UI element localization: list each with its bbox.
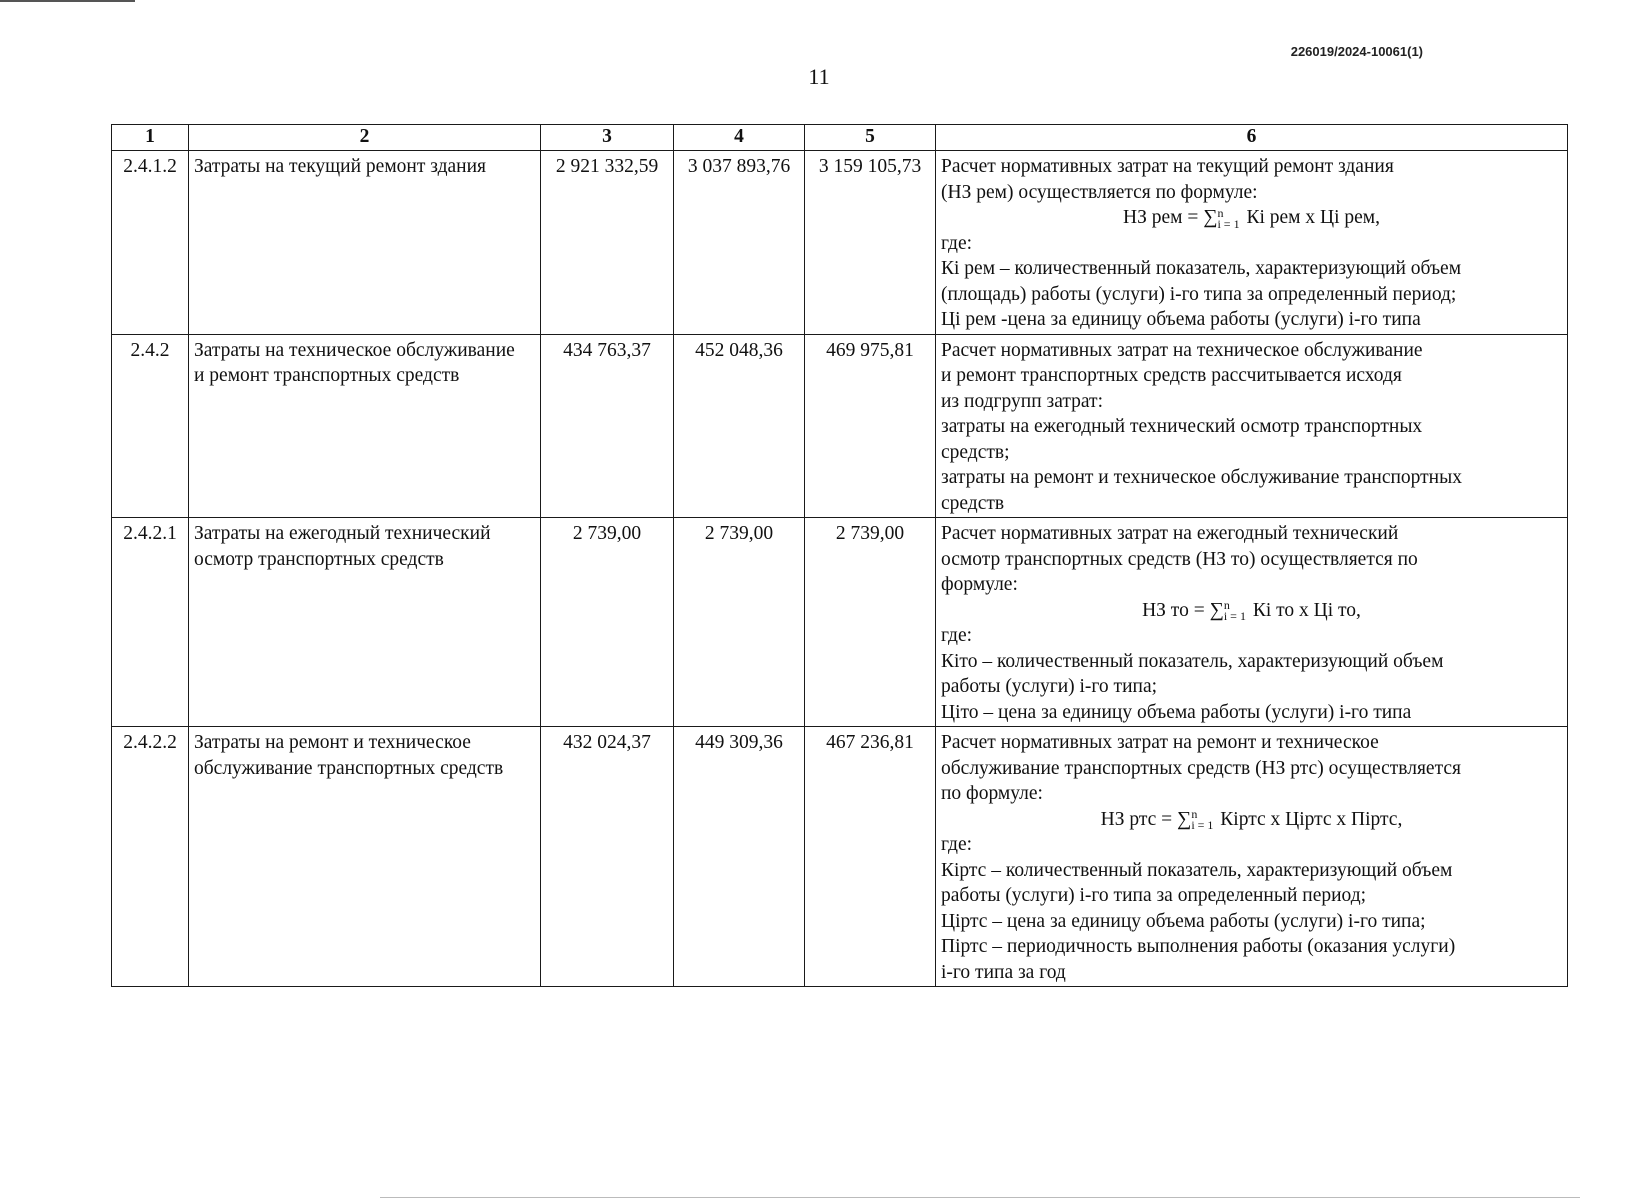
formula-lhs: НЗ рем = [1122, 207, 1204, 228]
description-line: Ціртс – цена за единицу объема работы (услуги) і-го типа; [941, 910, 1426, 932]
description-line: Ці рем -цена за единицу объема работы (услуги) і-го типа [941, 309, 1421, 330]
document-id: 226019/2024-10061(1) [1290, 44, 1423, 59]
value-col4: 452 048,36 [674, 334, 805, 518]
row-description [936, 518, 1568, 727]
column-header: 6 [936, 125, 1568, 151]
description-line: из подгрупп затрат: [941, 390, 1103, 412]
formula-rhs: Кіртс х Ціртс х Піртс, [1215, 808, 1403, 830]
sum-upper: n [1217, 205, 1224, 220]
row-code: 2.4.2.1 [112, 518, 189, 727]
formula-lhs: НЗ то = [1142, 599, 1210, 621]
description-line: затраты на ремонт и техническое обслуживание транспортных [941, 467, 1462, 488]
row-code: 2.4.2 [112, 334, 189, 518]
sum-limits [1191, 809, 1213, 831]
description-line: і-го типа за год [941, 961, 1066, 983]
sum-upper: n [1223, 598, 1230, 613]
table-header-row [112, 125, 1568, 151]
description-line: по формуле: [941, 783, 1043, 804]
row-name [189, 334, 541, 518]
value-col5: 467 236,81 [805, 727, 936, 987]
row-name [189, 151, 541, 335]
description-line: где: [941, 232, 973, 254]
description-line: (НЗ рем) осуществляется по формуле: [941, 181, 1258, 203]
sum-upper: n [1191, 807, 1198, 822]
description-line: Расчет нормативных затрат на ремонт и техническое [941, 732, 1379, 753]
formula-rhs: Кі рем х Ці рем, [1241, 207, 1380, 228]
description-line: (площадь) работы (услуги) і-го типа за определенный период; [941, 283, 1457, 305]
description-line: работы (услуги) і-го типа; [941, 676, 1158, 697]
sum-lower: i = 1 [1217, 216, 1240, 231]
description-line: Кіто – количественный показатель, характеризующий объем [941, 650, 1444, 672]
row-code: 2.4.1.2 [112, 151, 189, 335]
value-col3: 2 739,00 [541, 518, 674, 727]
row-name-line: Затраты на техническое обслуживание [194, 339, 515, 361]
description-line: Расчет нормативных затрат на текущий ремонт здания [941, 156, 1394, 177]
description-line: Піртс – периодичность выполнения работы (оказания услуги) [941, 936, 1456, 957]
page-number: 11 [808, 64, 830, 89]
table-row [112, 151, 1568, 335]
sum-symbol: ∑ [1177, 807, 1192, 830]
row-name-line: Затраты на текущий ремонт здания [194, 156, 487, 177]
sum-lower: i = 1 [1223, 609, 1246, 624]
value-col4: 2 739,00 [674, 518, 805, 727]
column-header: 3 [541, 125, 674, 151]
column-header: 4 [674, 125, 805, 151]
description-line: осмотр транспортных средств (НЗ то) осуществляется по [941, 548, 1418, 570]
value-col5: 469 975,81 [805, 334, 936, 518]
formula [941, 205, 1562, 231]
column-header: 1 [112, 125, 189, 151]
description-line: Кі рем – количественный показатель, характеризующий объем [941, 258, 1462, 279]
scan-artifact-line [0, 0, 135, 2]
sum-symbol: ∑ [1209, 598, 1224, 621]
value-col3: 2 921 332,59 [541, 151, 674, 335]
row-name [189, 518, 541, 727]
description-line: работы (услуги) і-го типа за определенный период; [941, 885, 1367, 906]
value-col3: 432 024,37 [541, 727, 674, 987]
row-name-line: осмотр транспортных средств [194, 548, 444, 570]
description-line: Расчет нормативных затрат на ежегодный технический [941, 523, 1399, 544]
description-line: Кіртс – количественный показатель, характеризующий объем [941, 859, 1453, 881]
sum-limits [1217, 205, 1240, 231]
row-name-line: Затраты на ремонт и техническое [194, 732, 471, 753]
formula [941, 598, 1562, 624]
description-line: затраты на ежегодный технический осмотр транспортных [941, 416, 1423, 437]
table-row [112, 518, 1568, 727]
row-description [936, 151, 1568, 335]
description-line: и ремонт транспортных средств рассчитывается исходя [941, 365, 1402, 386]
column-header: 2 [189, 125, 541, 151]
row-name-line: Затраты на ежегодный технический [194, 523, 491, 544]
value-col5: 2 739,00 [805, 518, 936, 727]
row-name [189, 727, 541, 987]
value-col4: 449 309,36 [674, 727, 805, 987]
table-row [112, 334, 1568, 518]
formula [941, 807, 1562, 833]
description-line: где: [941, 834, 973, 855]
row-name-line: и ремонт транспортных средств [194, 365, 460, 386]
scan-artifact-line [380, 1197, 1580, 1198]
row-name-line: обслуживание транспортных средств [194, 757, 504, 779]
description-line: обслуживание транспортных средств (НЗ ртс) осуществляется [941, 757, 1461, 779]
value-col4: 3 037 893,76 [674, 151, 805, 335]
description-line: средств [941, 492, 1005, 514]
sum-symbol: ∑ [1203, 206, 1218, 228]
description-line: Расчет нормативных затрат на техническое обслуживание [941, 339, 1423, 361]
description-line: формуле: [941, 574, 1018, 595]
description-line: где: [941, 625, 973, 646]
formula-lhs: НЗ ртс = [1100, 808, 1178, 830]
value-col5: 3 159 105,73 [805, 151, 936, 335]
row-description [936, 334, 1568, 518]
cost-table [111, 124, 1568, 987]
sum-lower: i = 1 [1191, 818, 1214, 833]
sum-limits [1224, 600, 1246, 622]
value-col3: 434 763,37 [541, 334, 674, 518]
description-line: Ціто – цена за единицу объема работы (услуги) і-го типа [941, 701, 1412, 723]
formula-rhs: Кі то х Ці то, [1247, 599, 1361, 621]
column-header: 5 [805, 125, 936, 151]
description-line: средств; [941, 441, 1010, 463]
table-row [112, 727, 1568, 987]
row-description [936, 727, 1568, 987]
row-code: 2.4.2.2 [112, 727, 189, 987]
